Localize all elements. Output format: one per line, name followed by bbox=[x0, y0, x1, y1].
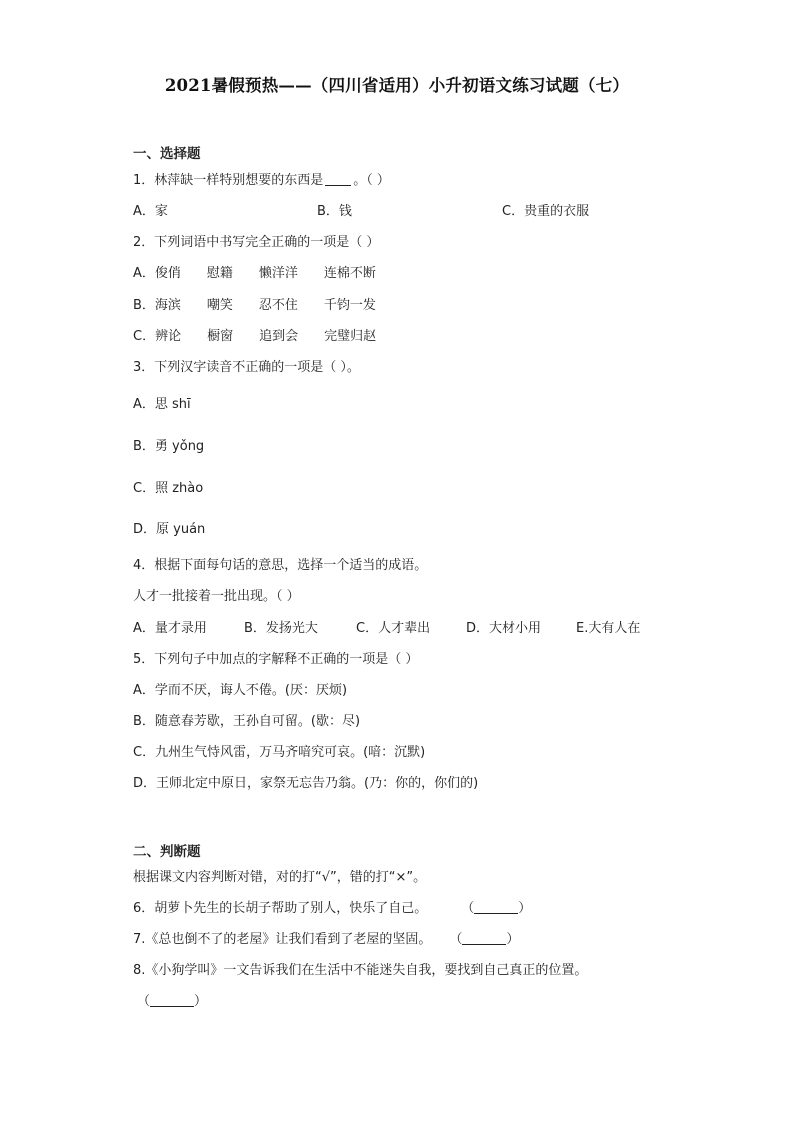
question-4-option-d[interactable]: D．大材小用 bbox=[466, 621, 542, 636]
question-1-option-a[interactable]: A．家 bbox=[133, 204, 168, 219]
question-6-paren-close: ） bbox=[518, 901, 532, 916]
question-6 bbox=[133, 900, 531, 918]
question-1-stem bbox=[133, 172, 390, 190]
section-heading-judge: 二、判断题 bbox=[133, 844, 201, 860]
question-8-paren-close: ） bbox=[194, 994, 208, 1009]
question-4-option-e[interactable]: E.大有人在 bbox=[576, 621, 641, 636]
question-5-option-d[interactable]: D．王师北定中原日，家祭无忘告乃翁。(乃：你的，你们的) bbox=[133, 776, 479, 791]
question-4-option-a[interactable]: A．量才录用 bbox=[133, 621, 207, 636]
question-4-option-c[interactable]: C．人才辈出 bbox=[356, 621, 431, 636]
section-heading-choice: 一、选择题 bbox=[133, 146, 201, 162]
question-5-stem: 5．下列句子中加点的字解释不正确的一项是（ ） bbox=[133, 652, 419, 667]
question-3-option-c[interactable]: C．照 zhào bbox=[133, 481, 204, 496]
question-8-text: 8.《小狗学叫》一文告诉我们在生活中不能迷失自我，要找到自己真正的位置。 bbox=[133, 963, 588, 978]
question-7-paren-close: ） bbox=[506, 932, 520, 947]
question-3-option-d[interactable]: D．原 yuán bbox=[133, 522, 206, 537]
question-2-stem: 2．下列词语中书写完全正确的一项是（ ） bbox=[133, 235, 380, 250]
page-title: 2021暑假预热——（四川省适用）小升初语文练习试题（七） bbox=[164, 76, 630, 95]
question-8-answer bbox=[137, 993, 207, 1011]
question-5-option-c[interactable]: C．九州生气恃风雷，万马齐喑究可哀。(喑：沉默) bbox=[133, 745, 426, 760]
judge-instruction: 根据课文内容判断对错，对的打“√”，错的打“×”。 bbox=[133, 870, 427, 885]
question-1-stem-after: 。（ ） bbox=[353, 173, 390, 188]
question-5-option-b[interactable]: B．随意春芳歇，王孙自可留。(歇：尽) bbox=[133, 714, 361, 729]
question-7-answer-blank[interactable] bbox=[462, 944, 506, 945]
question-3-option-a[interactable]: A．思 shī bbox=[133, 397, 191, 412]
question-7 bbox=[133, 931, 519, 949]
question-1-option-b[interactable]: B．钱 bbox=[317, 204, 352, 219]
question-2-option-c[interactable]: C．辨论 橱窗 追到会 完璧归赵 bbox=[133, 329, 377, 344]
question-8-paren-open: （ bbox=[137, 994, 151, 1009]
question-7-paren-open: （ bbox=[449, 932, 463, 947]
question-3-option-b[interactable]: B．勇 yǒng bbox=[133, 439, 205, 454]
question-2-option-a[interactable]: A．俊俏 慰籍 懒洋洋 连棉不断 bbox=[133, 266, 376, 281]
question-4-sub: 人才一批接着一批出现。（ ） bbox=[133, 589, 300, 604]
question-6-paren-open: （ bbox=[461, 901, 475, 916]
question-6-text: 6．胡萝卜先生的长胡子帮助了别人，快乐了自己。 bbox=[133, 901, 428, 916]
question-1-blank[interactable] bbox=[325, 185, 351, 186]
question-6-answer-blank[interactable] bbox=[474, 913, 518, 914]
question-2-option-b[interactable]: B．海滨 嘲笑 忍不住 千钧一发 bbox=[133, 298, 376, 313]
question-8-answer-blank[interactable] bbox=[150, 1006, 194, 1007]
question-7-text: 7.《总也倒不了的老屋》让我们看到了老屋的坚固。 bbox=[133, 932, 432, 947]
question-3-stem: 3．下列汉字读音不正确的一项是（ ）。 bbox=[133, 360, 360, 375]
question-5-option-a[interactable]: A．学而不厌，诲人不倦。(厌：厌烦) bbox=[133, 683, 348, 698]
question-4-option-b[interactable]: B．发扬光大 bbox=[244, 621, 318, 636]
question-1-option-c[interactable]: C．贵重的衣服 bbox=[502, 204, 590, 219]
question-1-stem-before: 1．林萍缺一样特别想要的东西是 bbox=[133, 173, 324, 188]
question-4-stem: 4．根据下面每句话的意思，选择一个适当的成语。 bbox=[133, 558, 428, 573]
